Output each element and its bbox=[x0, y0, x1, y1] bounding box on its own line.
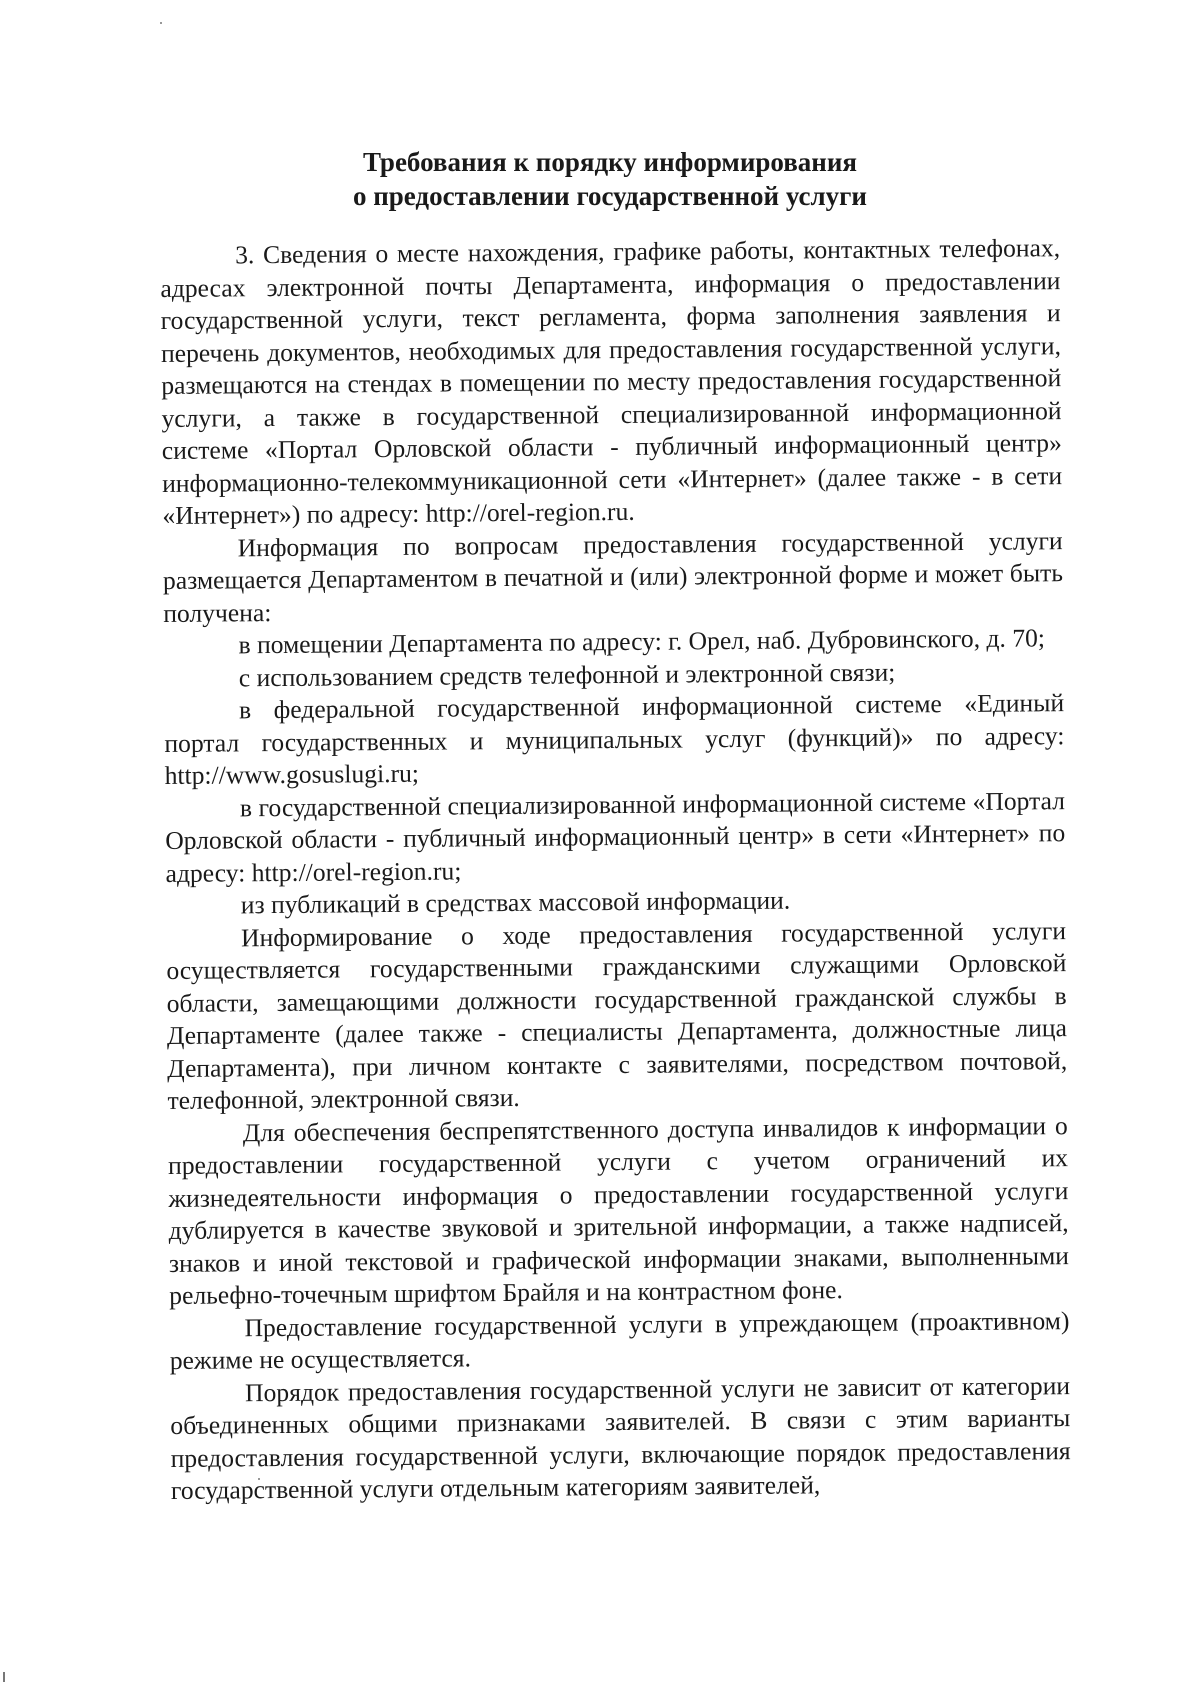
paragraph-informing-progress: Информирование о ходе предоставления государственной услуги осуществляется государственными гражданскими служащими Орловской области, замещающими должности государственной гражданской службы в Департаменте (далее также - специалисты Департамента, должностные лица Департамента), при личном контакте с заявителями, посредством почтовой, телефонной, электронной связи. bbox=[166, 915, 1068, 1115]
scan-speck bbox=[160, 22, 162, 24]
paragraph-info-placement: Информация по вопросам предоставления государственной услуги размещается Департаментом в печатной и (или) электронной форме и может быть получена: bbox=[162, 525, 1064, 628]
paragraph-department-address: в помещении Департамента по адресу: г. Орел, наб. Дубровинского, д. 70; bbox=[238, 623, 1046, 660]
title-line-1: Требования к порядку информирования bbox=[362, 147, 858, 177]
paragraph-mass-media: из публикаций в средствах массовой информации. bbox=[240, 885, 791, 920]
paragraph-regional-portal: в государственной специализированной информационной системе «Портал Орловской области - публичный информационный центр» в сети «Интернет» по адресу: http://orel-region.ru; bbox=[165, 785, 1066, 888]
scan-speck bbox=[3, 1672, 5, 1682]
paragraph-federal-portal: в федеральной государственной информационной системе «Единый портал государственных и муниципальных услуг (функций)» по адресу: http://www.gosuslugi.ru; bbox=[164, 688, 1065, 790]
paragraph-proactive-mode: Предоставление государственной услуги в упреждающем (проактивном) режиме не осуществляется. bbox=[169, 1305, 1070, 1375]
document-body bbox=[160, 232, 1071, 1507]
document-title bbox=[160, 145, 1060, 213]
paragraph-disabled-access: Для обеспечения беспрепятственного доступа инвалидов к информации о предоставлении государственной услуги с учетом ограничений их жизнедеятельности информация о предоставлении государственной услуги дублируется в качестве звуковой и зрительной информации, а также надписей, знаков и иной текстовой и графической информации знаками, выполненными рельефно-точечным шрифтом Брайля и на контрастном фоне. bbox=[167, 1110, 1070, 1310]
paragraph-applicant-categories: Порядок предоставления государственной услуги не зависит от категории объединенных общими признаками заявителей. В связи с этим варианты предоставления государственной услуги, включающие порядок предоставления государственной услуги отдельным категориям заявителей, bbox=[170, 1370, 1071, 1505]
title-line-2: о предоставлении государственной услуги bbox=[352, 181, 867, 211]
paragraph-phone-email: с использованием средств телефонной и электронной связи; bbox=[238, 657, 896, 692]
paragraph-item-3: 3. Сведения о месте нахождения, графике работы, контактных телефонах, адресах электронной почты Департамента, информация о предоставлении государственной услуги, текст регламента, форма заполнения заявления и перечень документов, необходимых для предоставления государственной услуги, размещаются на стендах в помещении по месту предоставления государственной услуги, а также в государственной специализированной информационной системе «Портал Орловской области - публичный информационный центр» информационно-телекоммуникационной сети «Интернет» (далее также - в сети «Интернет») по адресу: http://orel-region.ru. bbox=[160, 233, 1063, 530]
